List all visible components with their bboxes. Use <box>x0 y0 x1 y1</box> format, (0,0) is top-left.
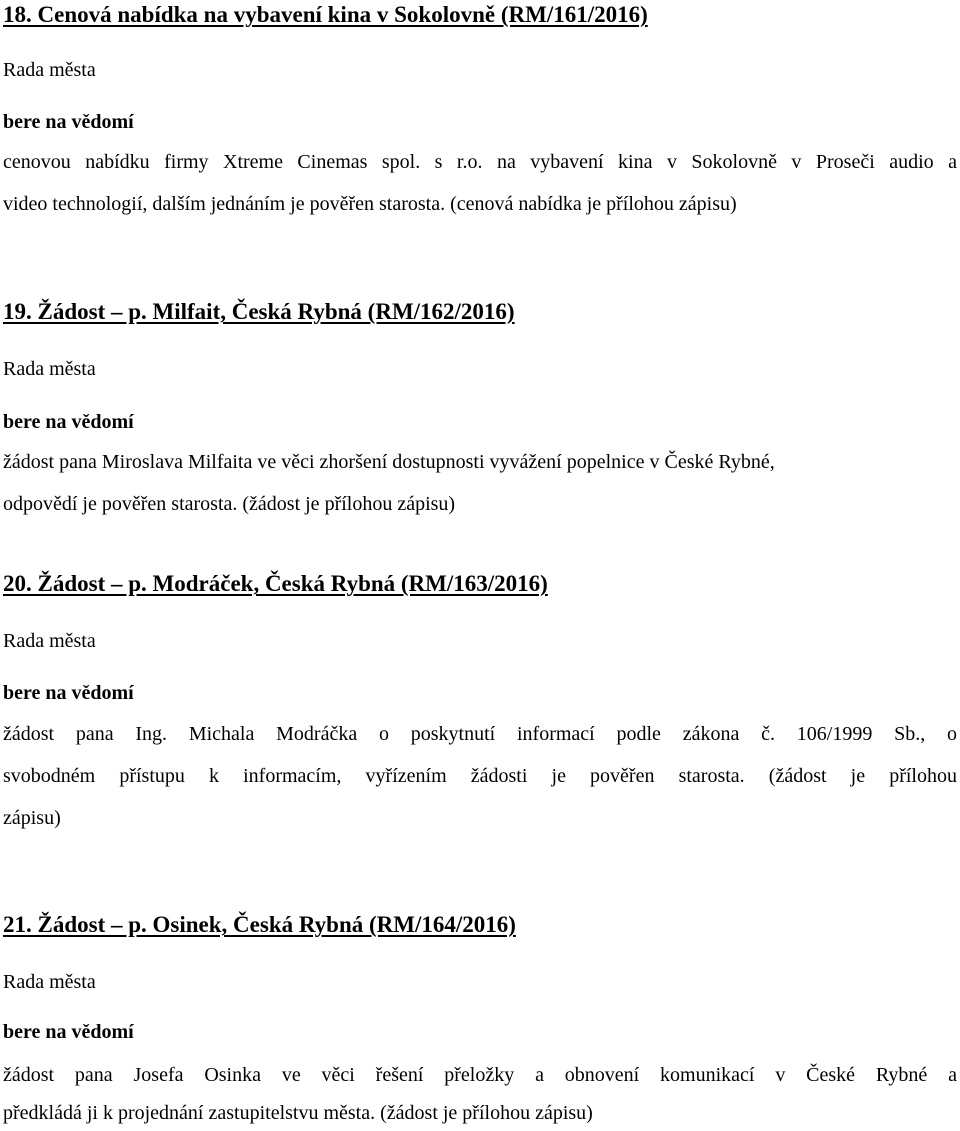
section-18-text-line-2: video technologií, dalším jednáním je pověřen starosta. (cenová nabídka je přílohou zápisu) <box>3 193 737 215</box>
section-20-text-line-1: žádost pana Ing. Michala Modráčka o poskytnutí informací podle zákona č. 106/1999 Sb., o <box>3 723 957 745</box>
section-21-heading: 21. Žádost – p. Osinek, Česká Rybná (RM/164/2016) <box>3 912 516 937</box>
section-19-heading: 19. Žádost – p. Milfait, Česká Rybná (RM/162/2016) <box>3 299 515 324</box>
section-20-heading: 20. Žádost – p. Modráček, Česká Rybná (RM/163/2016) <box>3 571 548 596</box>
section-20-body: Rada města <box>3 630 96 652</box>
section-19-text-line-1: žádost pana Miroslava Milfaita ve věci zhoršení dostupnosti vyvážení popelnice v České Rybné, <box>3 451 775 473</box>
section-19-action: bere na vědomí <box>3 411 134 433</box>
section-21-body: Rada města <box>3 971 96 993</box>
section-21-text-line-1: žádost pana Josefa Osinka ve věci řešení přeložky a obnovení komunikací v České Rybné a <box>3 1064 957 1086</box>
section-19-body: Rada města <box>3 358 96 380</box>
section-18-action: bere na vědomí <box>3 111 134 133</box>
section-19-text-line-2: odpovědí je pověřen starosta. (žádost je přílohou zápisu) <box>3 493 456 515</box>
section-20-text-line-2: svobodném přístupu k informacím, vyřízením žádosti je pověřen starosta. (žádost je přílohou <box>3 765 957 787</box>
section-20-action: bere na vědomí <box>3 682 134 704</box>
section-21-text-line-2: předkládá ji k projednání zastupitelstvu města. (žádost je přílohou zápisu) <box>3 1102 593 1124</box>
section-21-action: bere na vědomí <box>3 1021 134 1043</box>
section-18-heading: 18. Cenová nabídka na vybavení kina v Sokolovně (RM/161/2016) <box>3 2 648 27</box>
section-18-text-line-1: cenovou nabídku firmy Xtreme Cinemas spol. s r.o. na vybavení kina v Sokolovně v Proseči audio a <box>3 151 957 173</box>
section-18-body: Rada města <box>3 59 96 81</box>
section-20-text-line-3: zápisu) <box>3 807 61 829</box>
